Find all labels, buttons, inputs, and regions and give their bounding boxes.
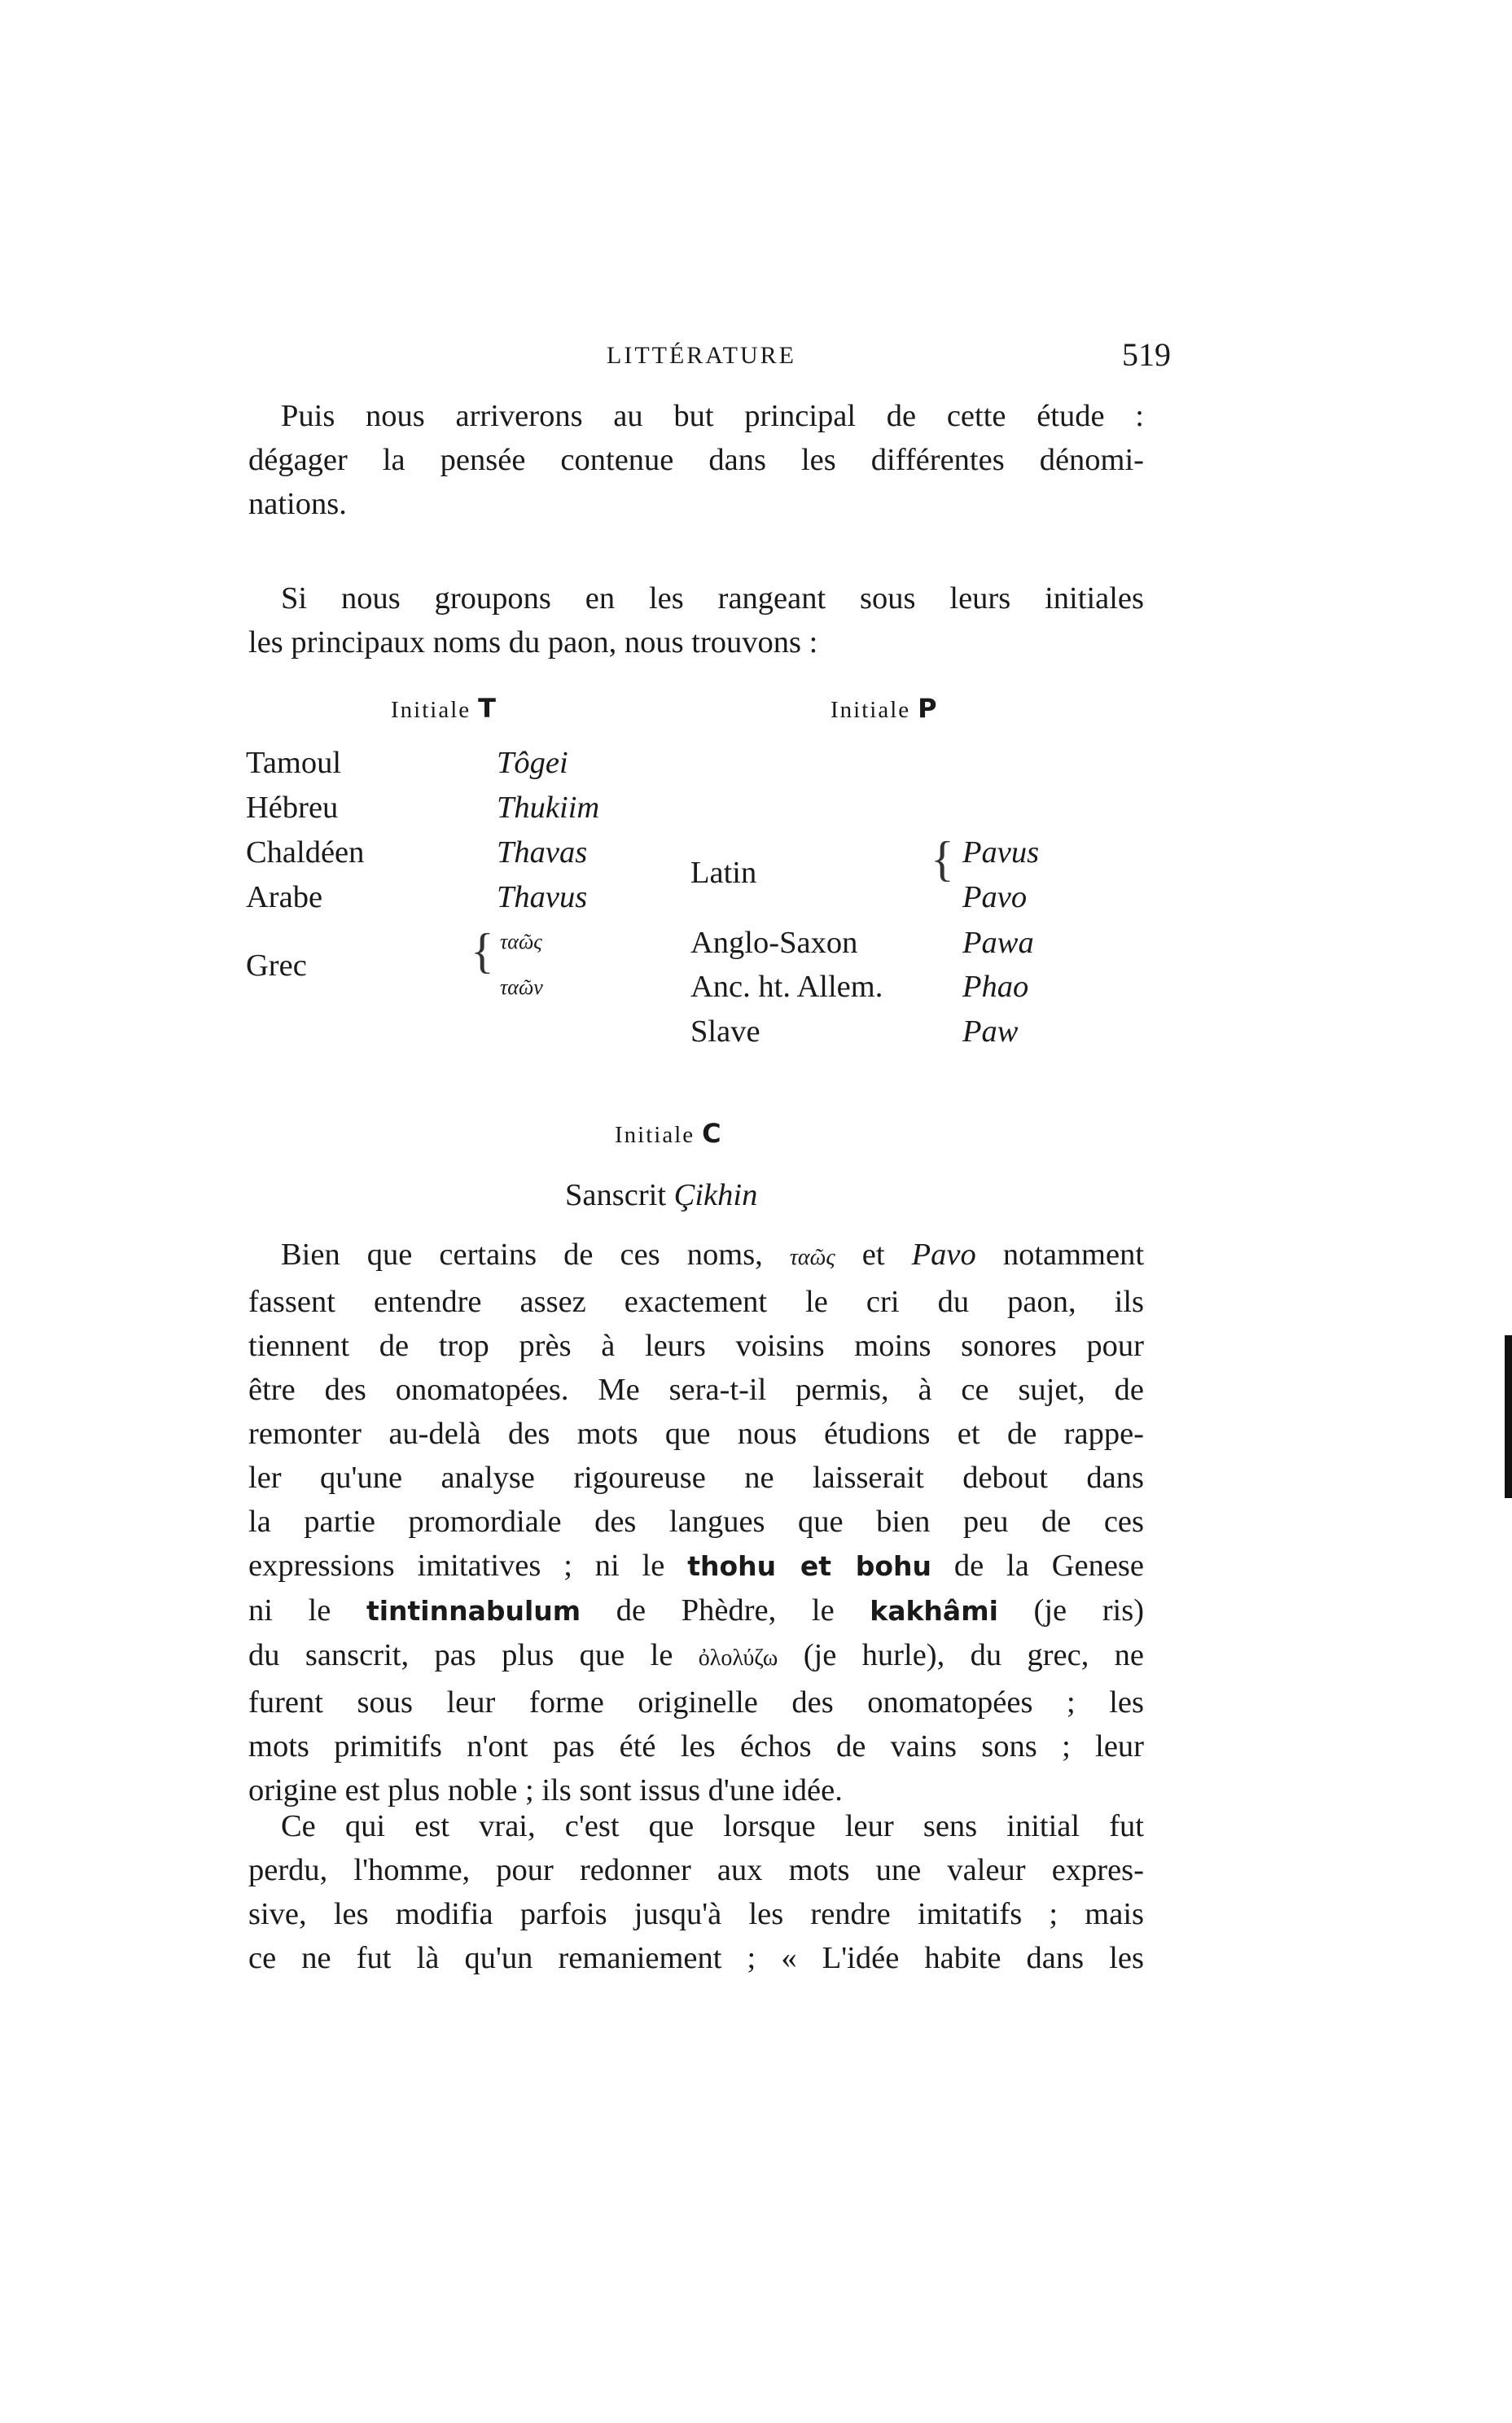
text-line: perdu, l'homme, pour redonner aux mots une valeur expres- xyxy=(248,1853,1144,1887)
page-edge-mark xyxy=(1505,1335,1512,1498)
body-paragraph-1 xyxy=(248,1233,1144,1812)
text-line: ler qu'une analyse rigoureuse ne laisserait debout dans xyxy=(248,1461,1144,1495)
heading-initiale-t: Initiale T xyxy=(391,693,496,724)
brace-icon: { xyxy=(471,924,494,978)
word-pawa: Pawa xyxy=(962,926,1034,960)
word-thavus: Thavus xyxy=(497,880,588,914)
text-line: origine est plus noble ; ils sont issus d'une idée. xyxy=(248,1773,843,1807)
lang-tamoul: Tamoul xyxy=(246,746,342,780)
text-line: ce ne fut là qu'un remaniement ; « L'idée habite dans les xyxy=(248,1941,1144,1975)
word-togei: Tôgei xyxy=(497,746,568,780)
heading-initiale-p: Initiale P xyxy=(831,693,937,724)
text-line: du sanscrit, pas plus que le ὀλολύζω (je hurle), du grec, ne xyxy=(248,1638,1145,1672)
lang-grec: Grec xyxy=(246,949,307,983)
lang-chaldeen: Chaldéen xyxy=(246,835,365,870)
heading-initiale-c: Initiale C xyxy=(615,1118,721,1149)
text-line: les principaux noms du paon, nous trouvons : xyxy=(248,625,818,659)
word-pavo: Pavo xyxy=(962,880,1028,914)
text-line: remonter au-delà des mots que nous étudions et de rappe- xyxy=(248,1417,1144,1451)
text-line: mots primitifs n'ont pas été les échos de vains sons ; leur xyxy=(248,1729,1144,1764)
text-line: fassent entendre assez exactement le cri du paon, ils xyxy=(248,1285,1144,1319)
brace-icon: { xyxy=(931,832,954,886)
text-line: Ce qui est vrai, c'est que lorsque leur sens initial fut xyxy=(281,1809,1144,1843)
lang-slave: Slave xyxy=(690,1014,760,1049)
text-line: expressions imitatives ; ni le thohu et bohu de la Genese xyxy=(248,1549,1144,1583)
text-line: nations. xyxy=(248,487,347,521)
word-paw: Paw xyxy=(962,1014,1019,1049)
text-line: la partie promordiale des langues que bien peu de ces xyxy=(248,1505,1144,1539)
text-line: être des onomatopées. Me sera-t-il permis, à ce sujet, de xyxy=(248,1373,1144,1407)
lang-arabe: Arabe xyxy=(246,880,323,914)
word-greek-taos: ταῶς xyxy=(500,930,542,953)
lang-anglo-saxon: Anglo-Saxon xyxy=(690,926,858,960)
intro-paragraph xyxy=(248,394,1144,526)
text-line: furent sous leur forme originelle des onomatopées ; les xyxy=(248,1685,1144,1720)
text-line: ni le tintinnabulum de Phèdre, le kakhâmi (je ris) xyxy=(248,1593,1145,1628)
lang-latin: Latin xyxy=(690,856,757,890)
text-line: dégager la pensée contenue dans les différentes dénomi- xyxy=(248,443,1144,477)
word-thavas: Thavas xyxy=(497,835,588,870)
text-line: Puis nous arriverons au but principal de cette étude : xyxy=(281,399,1144,433)
text-line: Si nous groupons en les rangeant sous leurs initiales xyxy=(281,581,1144,616)
word-thukiim: Thukiim xyxy=(497,791,600,825)
text-line: Bien que certains de ces noms, ταῶς et Pavo notamment xyxy=(281,1238,1145,1272)
word-pavus: Pavus xyxy=(962,835,1040,870)
lang-sanscrit: Sanscrit xyxy=(565,1178,667,1212)
lang-anc-allem: Anc. ht. Allem. xyxy=(690,970,883,1004)
body-paragraph-2 xyxy=(248,1804,1144,1980)
intro-paragraph-2 xyxy=(248,576,1144,664)
text-line: tiennent de trop près à leurs voisins moins sonores pour xyxy=(248,1329,1144,1363)
page-number: 519 xyxy=(1122,336,1171,373)
sanscrit-row xyxy=(565,1177,757,1213)
lang-hebreu: Hébreu xyxy=(246,791,339,825)
word-phao: Phao xyxy=(962,970,1029,1004)
word-cikhin: Çikhin xyxy=(673,1178,758,1212)
word-greek-taon: ταῶν xyxy=(500,975,543,999)
running-title: LITTÉRATURE xyxy=(607,342,796,369)
text-line: sive, les modifia parfois jusqu'à les rendre imitatifs ; mais xyxy=(248,1897,1144,1931)
